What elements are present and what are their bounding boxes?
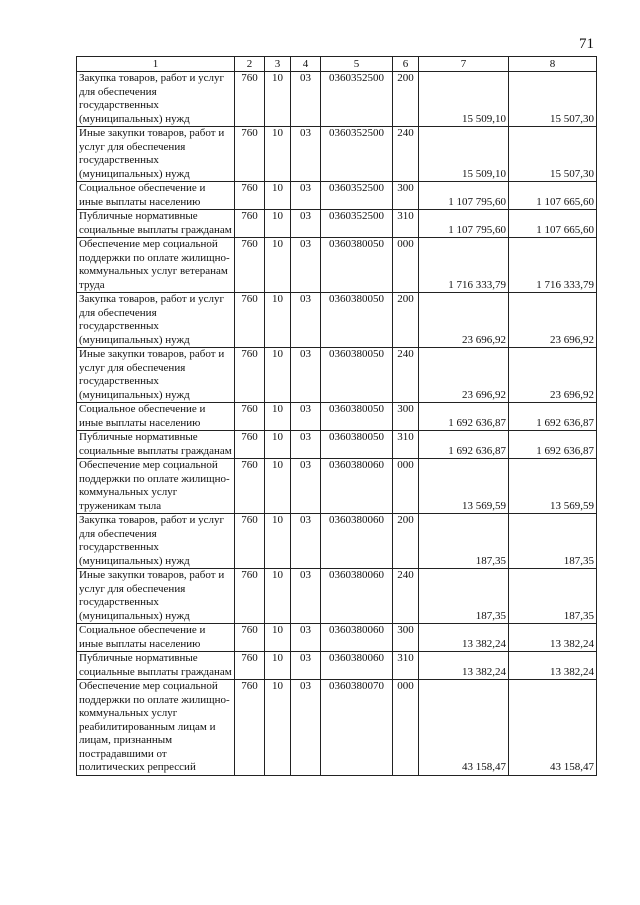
amount-planned: 1 716 333,79 bbox=[419, 238, 509, 293]
target-article-code: 0360380050 bbox=[321, 431, 393, 459]
expense-type-code: 200 bbox=[393, 293, 419, 348]
ministry-code: 760 bbox=[235, 652, 265, 680]
table-row bbox=[77, 127, 597, 182]
ministry-code: 760 bbox=[235, 293, 265, 348]
amount-planned: 13 569,59 bbox=[419, 459, 509, 514]
table-row bbox=[77, 431, 597, 459]
expense-type-code: 000 bbox=[393, 459, 419, 514]
amount-planned: 13 382,24 bbox=[419, 652, 509, 680]
expense-name: Социальное обеспечение и иные выплаты населению bbox=[77, 182, 235, 210]
table-row bbox=[77, 459, 597, 514]
expense-type-code: 240 bbox=[393, 348, 419, 403]
table-row bbox=[77, 72, 597, 127]
amount-planned: 187,35 bbox=[419, 514, 509, 569]
expense-name: Закупка товаров, работ и услуг для обеспечения государственных (муниципальных) нужд bbox=[77, 72, 235, 127]
ministry-code: 760 bbox=[235, 680, 265, 776]
target-article-code: 0360380060 bbox=[321, 624, 393, 652]
header-cell-3: 3 bbox=[265, 57, 291, 72]
section-code: 10 bbox=[265, 72, 291, 127]
expense-type-code: 000 bbox=[393, 238, 419, 293]
table-row bbox=[77, 348, 597, 403]
ministry-code: 760 bbox=[235, 348, 265, 403]
target-article-code: 0360380050 bbox=[321, 238, 393, 293]
section-code: 10 bbox=[265, 569, 291, 624]
expense-name: Иные закупки товаров, работ и услуг для обеспечения государственных (муниципальных) нужд bbox=[77, 127, 235, 182]
target-article-code: 0360380070 bbox=[321, 680, 393, 776]
target-article-code: 0360352500 bbox=[321, 182, 393, 210]
expense-type-code: 300 bbox=[393, 182, 419, 210]
target-article-code: 0360380060 bbox=[321, 652, 393, 680]
table-row bbox=[77, 238, 597, 293]
section-code: 10 bbox=[265, 210, 291, 238]
expense-name: Обеспечение мер социальной поддержки по оплате жилищно-коммунальных услуг реабилитированным лицам и лицам, признанным пострадавшими от политических репрессий bbox=[77, 680, 235, 776]
subsection-code: 03 bbox=[291, 72, 321, 127]
amount-executed: 1 107 665,60 bbox=[509, 182, 597, 210]
budget-table bbox=[76, 56, 597, 776]
target-article-code: 0360380060 bbox=[321, 459, 393, 514]
page-number: 71 bbox=[579, 36, 594, 52]
ministry-code: 760 bbox=[235, 182, 265, 210]
expense-name: Закупка товаров, работ и услуг для обеспечения государственных (муниципальных) нужд bbox=[77, 293, 235, 348]
amount-executed: 1 107 665,60 bbox=[509, 210, 597, 238]
expense-name: Обеспечение мер социальной поддержки по оплате жилищно-коммунальных услуг труженикам тыла bbox=[77, 459, 235, 514]
table-row bbox=[77, 210, 597, 238]
section-code: 10 bbox=[265, 238, 291, 293]
ministry-code: 760 bbox=[235, 624, 265, 652]
expense-type-code: 310 bbox=[393, 431, 419, 459]
expense-name: Закупка товаров, работ и услуг для обеспечения государственных (муниципальных) нужд bbox=[77, 514, 235, 569]
subsection-code: 03 bbox=[291, 624, 321, 652]
table-row bbox=[77, 182, 597, 210]
expense-type-code: 310 bbox=[393, 210, 419, 238]
target-article-code: 0360352500 bbox=[321, 72, 393, 127]
subsection-code: 03 bbox=[291, 182, 321, 210]
amount-planned: 1 107 795,60 bbox=[419, 210, 509, 238]
expense-name: Публичные нормативные социальные выплаты гражданам bbox=[77, 431, 235, 459]
amount-planned: 15 509,10 bbox=[419, 127, 509, 182]
ministry-code: 760 bbox=[235, 514, 265, 569]
amount-executed: 15 507,30 bbox=[509, 72, 597, 127]
amount-executed: 13 569,59 bbox=[509, 459, 597, 514]
table-row bbox=[77, 514, 597, 569]
header-cell-8: 8 bbox=[509, 57, 597, 72]
header-cell-4: 4 bbox=[291, 57, 321, 72]
subsection-code: 03 bbox=[291, 459, 321, 514]
subsection-code: 03 bbox=[291, 569, 321, 624]
expense-name: Обеспечение мер социальной поддержки по оплате жилищно-коммунальных услуг ветеранам труда bbox=[77, 238, 235, 293]
target-article-code: 0360352500 bbox=[321, 127, 393, 182]
amount-executed: 187,35 bbox=[509, 569, 597, 624]
table-row bbox=[77, 403, 597, 431]
section-code: 10 bbox=[265, 459, 291, 514]
amount-executed: 43 158,47 bbox=[509, 680, 597, 776]
ministry-code: 760 bbox=[235, 72, 265, 127]
ministry-code: 760 bbox=[235, 569, 265, 624]
ministry-code: 760 bbox=[235, 210, 265, 238]
amount-executed: 15 507,30 bbox=[509, 127, 597, 182]
amount-executed: 13 382,24 bbox=[509, 624, 597, 652]
expense-type-code: 200 bbox=[393, 72, 419, 127]
table-row bbox=[77, 624, 597, 652]
amount-planned: 23 696,92 bbox=[419, 348, 509, 403]
amount-planned: 1 692 636,87 bbox=[419, 403, 509, 431]
target-article-code: 0360380060 bbox=[321, 514, 393, 569]
subsection-code: 03 bbox=[291, 652, 321, 680]
amount-planned: 13 382,24 bbox=[419, 624, 509, 652]
target-article-code: 0360380050 bbox=[321, 348, 393, 403]
amount-planned: 187,35 bbox=[419, 569, 509, 624]
target-article-code: 0360380060 bbox=[321, 569, 393, 624]
amount-planned: 15 509,10 bbox=[419, 72, 509, 127]
table-row bbox=[77, 293, 597, 348]
expense-type-code: 310 bbox=[393, 652, 419, 680]
header-row bbox=[77, 57, 597, 72]
section-code: 10 bbox=[265, 624, 291, 652]
subsection-code: 03 bbox=[291, 127, 321, 182]
ministry-code: 760 bbox=[235, 127, 265, 182]
amount-executed: 23 696,92 bbox=[509, 293, 597, 348]
expense-name: Публичные нормативные социальные выплаты гражданам bbox=[77, 652, 235, 680]
expense-name: Иные закупки товаров, работ и услуг для обеспечения государственных (муниципальных) нужд bbox=[77, 348, 235, 403]
ministry-code: 760 bbox=[235, 403, 265, 431]
ministry-code: 760 bbox=[235, 459, 265, 514]
amount-planned: 1 107 795,60 bbox=[419, 182, 509, 210]
target-article-code: 0360380050 bbox=[321, 403, 393, 431]
amount-executed: 1 692 636,87 bbox=[509, 431, 597, 459]
expense-name: Социальное обеспечение и иные выплаты населению bbox=[77, 624, 235, 652]
section-code: 10 bbox=[265, 348, 291, 403]
section-code: 10 bbox=[265, 293, 291, 348]
expense-name: Социальное обеспечение и иные выплаты населению bbox=[77, 403, 235, 431]
amount-executed: 23 696,92 bbox=[509, 348, 597, 403]
section-code: 10 bbox=[265, 127, 291, 182]
amount-executed: 13 382,24 bbox=[509, 652, 597, 680]
header-cell-5: 5 bbox=[321, 57, 393, 72]
section-code: 10 bbox=[265, 514, 291, 569]
section-code: 10 bbox=[265, 652, 291, 680]
section-code: 10 bbox=[265, 431, 291, 459]
expense-type-code: 240 bbox=[393, 569, 419, 624]
target-article-code: 0360352500 bbox=[321, 210, 393, 238]
table-row bbox=[77, 680, 597, 776]
section-code: 10 bbox=[265, 680, 291, 776]
amount-planned: 1 692 636,87 bbox=[419, 431, 509, 459]
header-cell-1: 1 bbox=[77, 57, 235, 72]
amount-executed: 1 716 333,79 bbox=[509, 238, 597, 293]
expense-type-code: 240 bbox=[393, 127, 419, 182]
amount-planned: 43 158,47 bbox=[419, 680, 509, 776]
expense-name: Публичные нормативные социальные выплаты гражданам bbox=[77, 210, 235, 238]
subsection-code: 03 bbox=[291, 680, 321, 776]
ministry-code: 760 bbox=[235, 431, 265, 459]
subsection-code: 03 bbox=[291, 348, 321, 403]
ministry-code: 760 bbox=[235, 238, 265, 293]
header-cell-7: 7 bbox=[419, 57, 509, 72]
subsection-code: 03 bbox=[291, 514, 321, 569]
expense-name: Иные закупки товаров, работ и услуг для обеспечения государственных (муниципальных) нужд bbox=[77, 569, 235, 624]
header-cell-6: 6 bbox=[393, 57, 419, 72]
table-row bbox=[77, 569, 597, 624]
subsection-code: 03 bbox=[291, 403, 321, 431]
header-cell-2: 2 bbox=[235, 57, 265, 72]
amount-executed: 1 692 636,87 bbox=[509, 403, 597, 431]
expense-type-code: 000 bbox=[393, 680, 419, 776]
subsection-code: 03 bbox=[291, 293, 321, 348]
target-article-code: 0360380050 bbox=[321, 293, 393, 348]
amount-planned: 23 696,92 bbox=[419, 293, 509, 348]
table-row bbox=[77, 652, 597, 680]
subsection-code: 03 bbox=[291, 238, 321, 293]
amount-executed: 187,35 bbox=[509, 514, 597, 569]
section-code: 10 bbox=[265, 403, 291, 431]
expense-type-code: 300 bbox=[393, 403, 419, 431]
subsection-code: 03 bbox=[291, 210, 321, 238]
expense-type-code: 300 bbox=[393, 624, 419, 652]
section-code: 10 bbox=[265, 182, 291, 210]
subsection-code: 03 bbox=[291, 431, 321, 459]
expense-type-code: 200 bbox=[393, 514, 419, 569]
